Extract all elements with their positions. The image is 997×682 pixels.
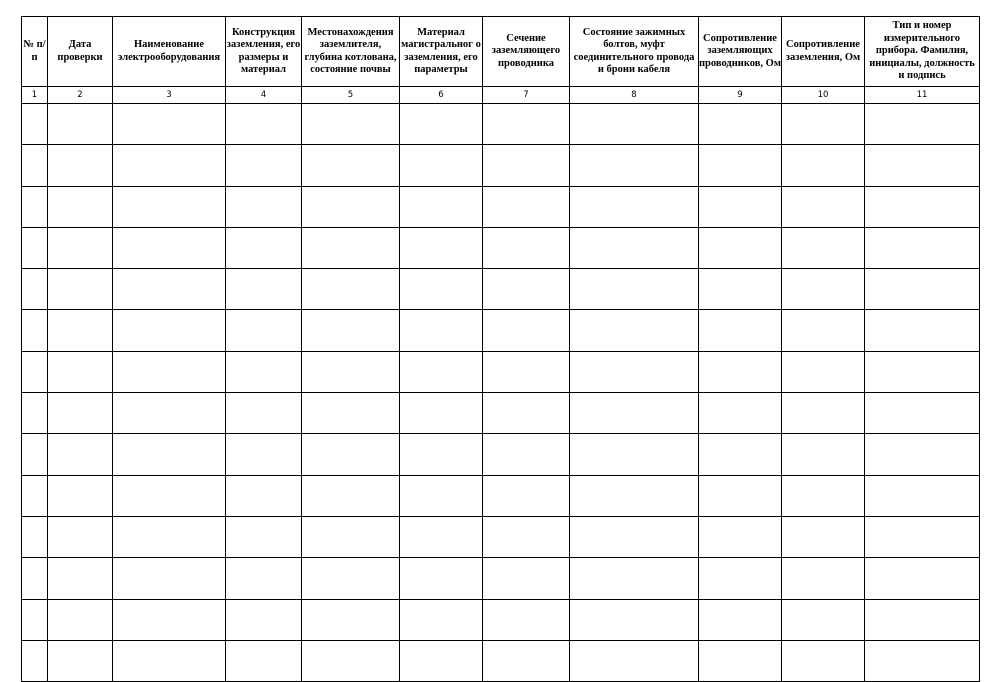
empty-cell <box>400 310 483 351</box>
table-row <box>22 434 980 475</box>
empty-cell <box>699 475 782 516</box>
empty-cell <box>22 393 48 434</box>
empty-cell <box>22 310 48 351</box>
empty-cell <box>865 640 980 681</box>
empty-cell <box>570 599 699 640</box>
empty-cell <box>226 475 302 516</box>
empty-cell <box>570 351 699 392</box>
empty-cell <box>226 434 302 475</box>
empty-cell <box>113 516 226 557</box>
table-row <box>22 475 980 516</box>
empty-cell <box>570 269 699 310</box>
empty-cell <box>48 145 113 186</box>
empty-cell <box>226 393 302 434</box>
table-row <box>22 558 980 599</box>
empty-cell <box>483 516 570 557</box>
empty-cell <box>570 145 699 186</box>
empty-cell <box>400 269 483 310</box>
empty-cell <box>483 640 570 681</box>
header-check-date: Дата проверки <box>48 17 113 87</box>
empty-cell <box>782 227 865 268</box>
empty-cell <box>483 310 570 351</box>
empty-cell <box>113 269 226 310</box>
column-number: 11 <box>865 87 980 104</box>
empty-cell <box>113 599 226 640</box>
column-number: 6 <box>400 87 483 104</box>
empty-cell <box>699 599 782 640</box>
empty-cell <box>483 104 570 145</box>
empty-cell <box>483 599 570 640</box>
empty-cell <box>699 269 782 310</box>
table-row <box>22 310 980 351</box>
empty-cell <box>699 393 782 434</box>
empty-cell <box>483 145 570 186</box>
empty-cell <box>226 104 302 145</box>
header-conductor-section: Сечение заземляющего проводника <box>483 17 570 87</box>
empty-cell <box>400 558 483 599</box>
empty-cell <box>865 393 980 434</box>
empty-cell <box>48 104 113 145</box>
empty-cell <box>226 269 302 310</box>
empty-cell <box>483 558 570 599</box>
empty-cell <box>22 269 48 310</box>
empty-cell <box>113 104 226 145</box>
empty-cell <box>483 269 570 310</box>
empty-cell <box>302 516 400 557</box>
empty-cell <box>782 310 865 351</box>
empty-cell <box>782 640 865 681</box>
empty-cell <box>483 434 570 475</box>
empty-cell <box>400 475 483 516</box>
table-body <box>22 104 980 682</box>
empty-cell <box>22 558 48 599</box>
empty-cell <box>699 434 782 475</box>
empty-cell <box>113 640 226 681</box>
empty-cell <box>302 434 400 475</box>
empty-cell <box>113 434 226 475</box>
header-number: № п/п <box>22 17 48 87</box>
empty-cell <box>570 104 699 145</box>
empty-cell <box>699 310 782 351</box>
header-conductor-resistance: Сопротивление заземляющих проводников, Ом <box>699 17 782 87</box>
empty-cell <box>226 558 302 599</box>
header-grounding-construction: Конструкция заземления, его размеры и материал <box>226 17 302 87</box>
empty-cell <box>302 558 400 599</box>
empty-cell <box>699 558 782 599</box>
empty-cell <box>782 145 865 186</box>
empty-cell <box>865 599 980 640</box>
empty-cell <box>570 186 699 227</box>
table-row <box>22 393 980 434</box>
empty-cell <box>400 104 483 145</box>
empty-cell <box>570 516 699 557</box>
empty-cell <box>226 599 302 640</box>
empty-cell <box>22 516 48 557</box>
empty-cell <box>865 186 980 227</box>
empty-cell <box>226 310 302 351</box>
empty-cell <box>302 227 400 268</box>
empty-cell <box>865 434 980 475</box>
empty-cell <box>400 434 483 475</box>
column-number: 5 <box>302 87 400 104</box>
empty-cell <box>699 516 782 557</box>
empty-cell <box>113 351 226 392</box>
empty-cell <box>113 558 226 599</box>
empty-cell <box>302 351 400 392</box>
empty-cell <box>570 475 699 516</box>
empty-cell <box>113 145 226 186</box>
empty-cell <box>400 351 483 392</box>
empty-cell <box>782 475 865 516</box>
empty-cell <box>302 640 400 681</box>
header-bolts-condition: Состояние зажимных болтов, муфт соединительного провода и брони кабеля <box>570 17 699 87</box>
empty-cell <box>782 186 865 227</box>
empty-cell <box>302 599 400 640</box>
empty-cell <box>699 351 782 392</box>
empty-cell <box>400 599 483 640</box>
table-row <box>22 227 980 268</box>
header-main-grounding-material: Материал магистральног о заземления, его параметры <box>400 17 483 87</box>
empty-cell <box>226 351 302 392</box>
empty-cell <box>865 269 980 310</box>
column-number: 2 <box>48 87 113 104</box>
empty-cell <box>865 516 980 557</box>
empty-cell <box>302 269 400 310</box>
empty-cell <box>113 310 226 351</box>
table-row <box>22 186 980 227</box>
empty-cell <box>483 227 570 268</box>
empty-cell <box>782 269 865 310</box>
empty-cell <box>113 186 226 227</box>
empty-cell <box>48 393 113 434</box>
empty-cell <box>483 393 570 434</box>
empty-cell <box>22 475 48 516</box>
empty-cell <box>570 558 699 599</box>
empty-cell <box>48 434 113 475</box>
empty-cell <box>22 145 48 186</box>
empty-cell <box>782 104 865 145</box>
empty-cell <box>570 393 699 434</box>
empty-cell <box>302 145 400 186</box>
empty-cell <box>570 434 699 475</box>
empty-cell <box>226 186 302 227</box>
table-row <box>22 640 980 681</box>
empty-cell <box>699 227 782 268</box>
empty-cell <box>48 269 113 310</box>
header-instrument-and-signature: Тип и номер измерительного прибора. Фамилия, инициалы, должность и подпись <box>865 17 980 87</box>
header-grounding-resistance: Сопротивление заземления, Ом <box>782 17 865 87</box>
empty-cell <box>113 475 226 516</box>
empty-cell <box>400 145 483 186</box>
empty-cell <box>782 558 865 599</box>
empty-cell <box>48 186 113 227</box>
table-row <box>22 145 980 186</box>
empty-cell <box>22 351 48 392</box>
header-row <box>22 17 980 87</box>
empty-cell <box>699 145 782 186</box>
header-electrode-location: Местонахождения заземлителя, глубина котлована, состояние почвы <box>302 17 400 87</box>
empty-cell <box>483 351 570 392</box>
empty-cell <box>865 227 980 268</box>
empty-cell <box>226 516 302 557</box>
empty-cell <box>699 104 782 145</box>
column-number: 9 <box>699 87 782 104</box>
empty-cell <box>483 186 570 227</box>
empty-cell <box>699 186 782 227</box>
table-row <box>22 104 980 145</box>
empty-cell <box>302 310 400 351</box>
column-number: 3 <box>113 87 226 104</box>
empty-cell <box>302 475 400 516</box>
empty-cell <box>400 186 483 227</box>
empty-cell <box>782 599 865 640</box>
empty-cell <box>400 640 483 681</box>
empty-cell <box>483 475 570 516</box>
empty-cell <box>48 558 113 599</box>
empty-cell <box>400 227 483 268</box>
empty-cell <box>570 310 699 351</box>
empty-cell <box>570 227 699 268</box>
empty-cell <box>48 351 113 392</box>
column-number: 1 <box>22 87 48 104</box>
empty-cell <box>782 393 865 434</box>
empty-cell <box>302 186 400 227</box>
empty-cell <box>400 516 483 557</box>
empty-cell <box>782 351 865 392</box>
empty-cell <box>865 351 980 392</box>
column-number-row <box>22 87 980 104</box>
empty-cell <box>865 558 980 599</box>
column-number: 8 <box>570 87 699 104</box>
empty-cell <box>48 310 113 351</box>
empty-cell <box>226 227 302 268</box>
empty-cell <box>113 227 226 268</box>
empty-cell <box>48 516 113 557</box>
empty-cell <box>22 104 48 145</box>
empty-cell <box>699 640 782 681</box>
empty-cell <box>865 310 980 351</box>
empty-cell <box>22 599 48 640</box>
empty-cell <box>865 475 980 516</box>
column-number: 10 <box>782 87 865 104</box>
empty-cell <box>302 393 400 434</box>
document-sheet <box>21 16 980 682</box>
table-row <box>22 269 980 310</box>
column-number: 4 <box>226 87 302 104</box>
empty-cell <box>22 227 48 268</box>
empty-cell <box>782 516 865 557</box>
empty-cell <box>302 104 400 145</box>
empty-cell <box>48 640 113 681</box>
table-row <box>22 599 980 640</box>
empty-cell <box>48 599 113 640</box>
empty-cell <box>782 434 865 475</box>
empty-cell <box>22 186 48 227</box>
empty-cell <box>48 227 113 268</box>
grounding-inspection-log-table <box>21 16 980 682</box>
table-row <box>22 351 980 392</box>
empty-cell <box>113 393 226 434</box>
column-number: 7 <box>483 87 570 104</box>
empty-cell <box>570 640 699 681</box>
empty-cell <box>226 640 302 681</box>
header-equipment-name: Наименование электрооборудования <box>113 17 226 87</box>
empty-cell <box>48 475 113 516</box>
empty-cell <box>865 104 980 145</box>
empty-cell <box>400 393 483 434</box>
empty-cell <box>226 145 302 186</box>
empty-cell <box>22 640 48 681</box>
empty-cell <box>865 145 980 186</box>
table-row <box>22 516 980 557</box>
empty-cell <box>22 434 48 475</box>
